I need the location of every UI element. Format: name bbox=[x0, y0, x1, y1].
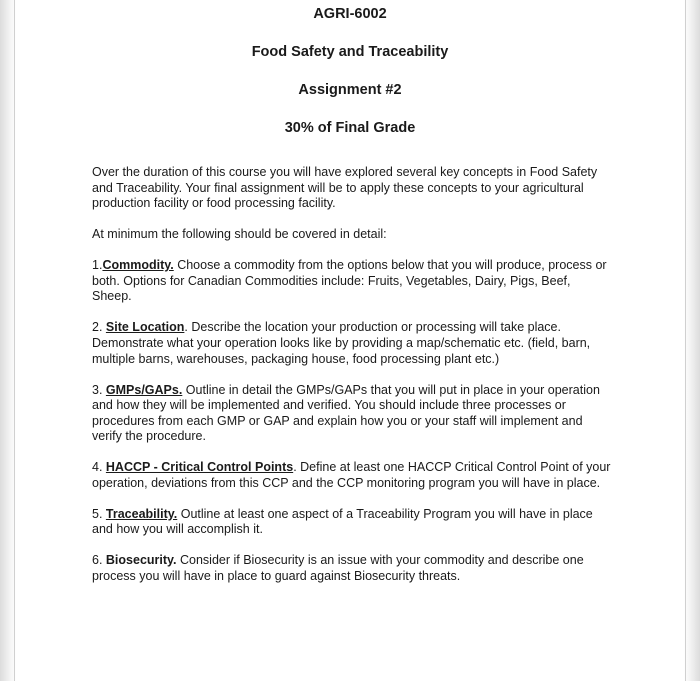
course-title: Food Safety and Traceability bbox=[251, 44, 449, 60]
item-text: . Describe the location your production or processing will take place. Demonstrate what your operation looks like by providing a map/schematic etc. (field, barn, multiple barns, warehouses, packaging house, food processing plant etc.) bbox=[92, 320, 591, 366]
minimum-paragraph: At minimum the following should be covered in detail: bbox=[92, 227, 387, 242]
item-text: Consider if Biosecurity is an issue with your commodity and describe one process you will have in place to guard against Biosecurity threats. bbox=[92, 553, 584, 584]
item-term: Biosecurity. bbox=[105, 553, 177, 568]
item-number: 1. bbox=[92, 258, 103, 273]
item-site-location bbox=[92, 320, 612, 367]
item-haccp bbox=[92, 460, 612, 491]
item-text: . Define at least one HACCP Critical Control Point of your operation, deviations from this CCP and the CCP monitoring program you will have in place. bbox=[92, 460, 611, 490]
item-term: Site Location bbox=[105, 320, 185, 335]
item-text: Choose a commodity from the options below that you will produce, process or both. Options for Canadian Commodities include: Fruits, Vegetables, Dairy, Pigs, Beef, Sheep. bbox=[92, 258, 607, 304]
item-text: Outline at least one aspect of a Traceability Program you will have in place and how you will accomplish it. bbox=[92, 506, 593, 537]
item-text: Outline in detail the GMPs/GAPs that you will put in place in your operation and how they will be implemented and verified. You should include three processes or procedures from each GMP or GAP and explain how you or your staff will implement and verify the procedure. bbox=[92, 382, 600, 444]
grade-weight: 30% of Final Grade bbox=[284, 120, 416, 136]
item-number: 5. bbox=[92, 506, 106, 521]
intro-paragraph: Over the duration of this course you will have explored several key concepts in Food Safety and Traceability. Your final assignment will be to apply these concepts to your agricultural production facility or food processing facility. bbox=[92, 165, 598, 211]
item-number: 6. bbox=[92, 553, 106, 568]
item-term: Commodity. bbox=[102, 258, 174, 273]
assignment-title: Assignment #2 bbox=[298, 82, 402, 98]
document-body bbox=[92, 165, 612, 600]
item-commodity bbox=[92, 258, 612, 305]
item-number: 4. bbox=[92, 460, 106, 475]
document-header bbox=[0, 4, 700, 156]
item-number: 3. bbox=[92, 382, 106, 397]
item-traceability bbox=[92, 507, 612, 538]
item-gmps-gaps bbox=[92, 383, 612, 445]
item-term: HACCP - Critical Control Points bbox=[105, 460, 294, 475]
course-code: AGRI-6002 bbox=[313, 6, 387, 22]
item-term: GMPs/GAPs. bbox=[105, 382, 183, 397]
item-biosecurity bbox=[92, 553, 612, 584]
item-number: 2. bbox=[92, 320, 106, 335]
item-term: Traceability. bbox=[105, 506, 178, 521]
